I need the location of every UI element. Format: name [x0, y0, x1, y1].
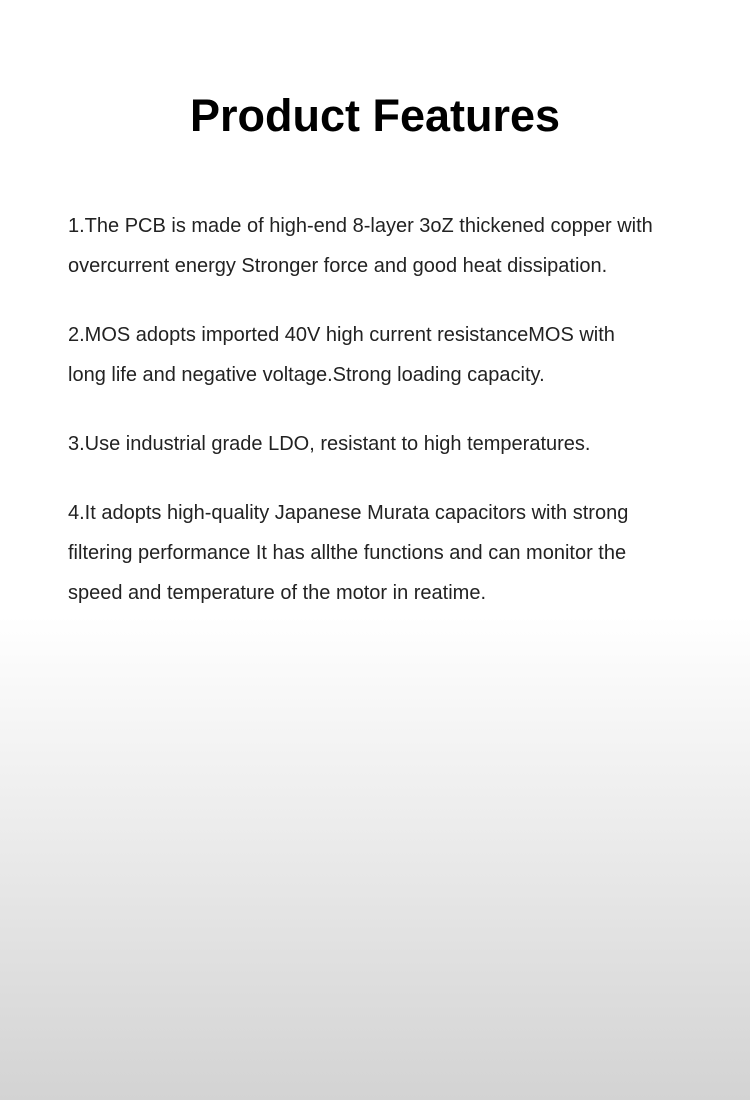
feature-line: speed and temperature of the motor in reatime. — [68, 582, 487, 604]
feature-item-3 — [68, 424, 710, 464]
feature-list — [68, 206, 710, 613]
feature-item-1 — [68, 206, 710, 286]
feature-line: overcurrent energy Stronger force and good heat dissipation. — [68, 255, 608, 277]
page-title: Product Features — [189, 90, 561, 141]
feature-line: 3.Use industrial grade LDO, resistant to high temperatures. — [68, 433, 591, 455]
feature-line: long life and negative voltage.Strong loading capacity. — [68, 364, 545, 386]
feature-line: 4.It adopts high-quality Japanese Murata capacitors with strong — [68, 502, 629, 524]
feature-line: 1.The PCB is made of high-end 8-layer 3oZ thickened copper with — [68, 215, 653, 237]
feature-item-2 — [68, 315, 710, 395]
feature-line: 2.MOS adopts imported 40V high current resistanceMOS with — [68, 324, 615, 346]
feature-line: filtering performance It has allthe functions and can monitor the — [68, 542, 627, 564]
feature-item-4 — [68, 493, 710, 613]
